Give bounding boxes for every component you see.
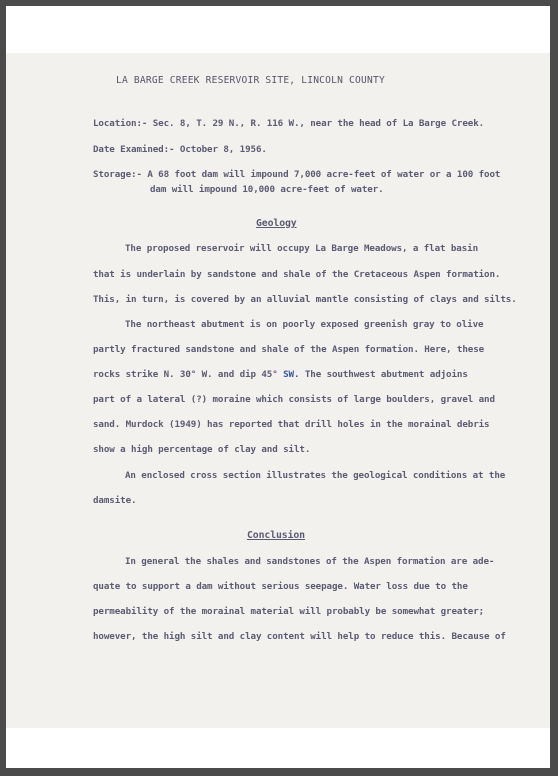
- conclusion-paragraph-line: quate to support a dam without serious seepage. Water loss due to the: [93, 581, 468, 592]
- geology-paragraph-line: The proposed reservoir will occupy La Barge Meadows, a flat basin: [125, 243, 479, 254]
- scanned-document: [6, 53, 550, 728]
- geology-paragraph-line: that is underlain by sandstone and shale of the Cretaceous Aspen formation.: [93, 269, 501, 280]
- geology-paragraph-line: The northeast abutment is on poorly exposed greenish gray to olive: [125, 319, 484, 330]
- geology-paragraph-line: [93, 369, 468, 380]
- location-line: Location:- Sec. 8, T. 29 N., R. 116 W., near the head of La Barge Creek.: [93, 118, 485, 129]
- geology-paragraph-line: damsite.: [93, 495, 137, 506]
- storage-line-continued: dam will impound 10,000 acre-feet of water.: [150, 184, 384, 195]
- geology-heading: Geology: [256, 218, 297, 229]
- geology-paragraph-line: This, in turn, is covered by an alluvial mantle consisting of clays and silts.: [93, 294, 517, 305]
- geology-paragraph-line: partly fractured sandstone and shale of the Aspen formation. Here, these: [93, 344, 485, 355]
- date-examined-line: Date Examined:- October 8, 1956.: [93, 144, 267, 155]
- conclusion-paragraph-line: however, the high silt and clay content will help to reduce this. Because of: [93, 631, 506, 642]
- abutment-text: The southwest abutment adjoins: [299, 369, 468, 380]
- conclusion-paragraph-line: In general the shales and sandstones of the Aspen formation are ade-: [125, 556, 495, 567]
- page: [6, 6, 550, 768]
- geology-paragraph-line: part of a lateral (?) moraine which consists of large boulders, gravel and: [93, 394, 495, 405]
- geology-paragraph-line: show a high percentage of clay and silt.: [93, 444, 311, 455]
- geology-paragraph-line: sand. Murdock (1949) has reported that drill holes in the morainal debris: [93, 419, 490, 430]
- dip-direction-annotation: SW.: [283, 369, 300, 380]
- geology-paragraph-line: An enclosed cross section illustrates the geological conditions at the: [125, 470, 506, 481]
- document-title: LA BARGE CREEK RESERVOIR SITE, LINCOLN COUNTY: [116, 75, 385, 86]
- conclusion-paragraph-line: permeability of the morainal material will probably be somewhat greater;: [93, 606, 485, 617]
- conclusion-heading: Conclusion: [247, 530, 305, 541]
- strike-dip-text: rocks strike N. 30° W. and dip 45°: [93, 369, 284, 380]
- storage-line: Storage:- A 68 foot dam will impound 7,000 acre-feet of water or a 100 foot: [93, 169, 501, 180]
